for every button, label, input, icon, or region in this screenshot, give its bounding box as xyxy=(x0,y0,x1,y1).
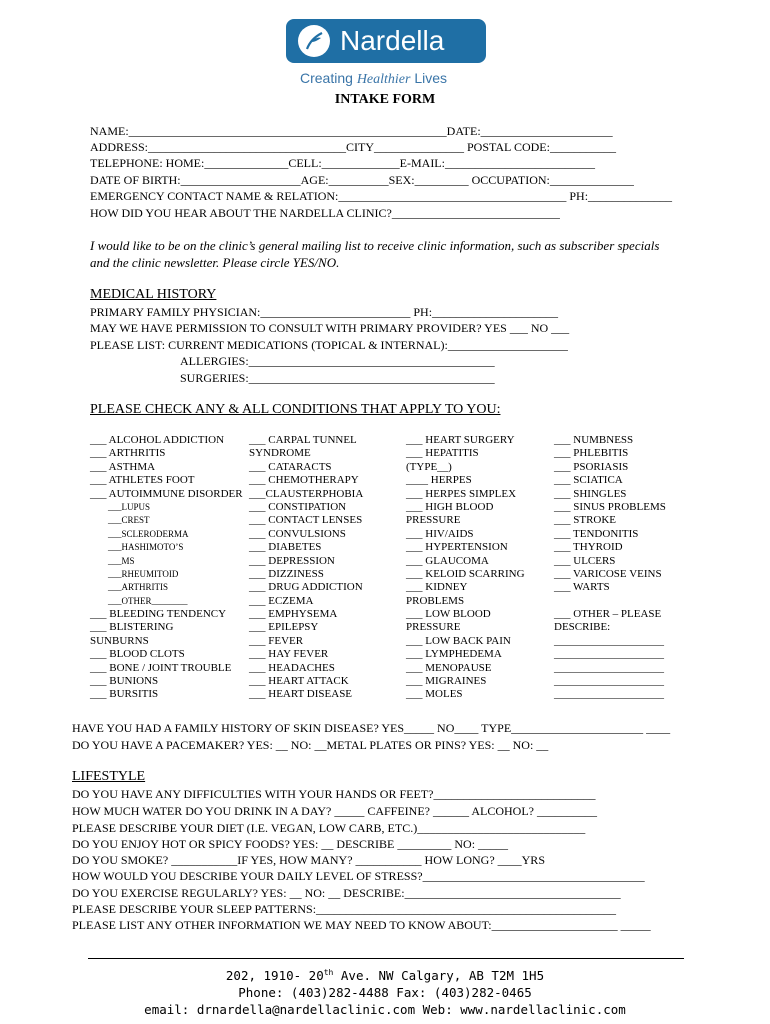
leaf-icon xyxy=(298,25,330,57)
condition-item: PRESSURE xyxy=(406,514,461,527)
condition-item[interactable]: ___ HIGH BLOOD xyxy=(406,500,494,513)
condition-item[interactable]: ___ DIABETES xyxy=(249,541,322,554)
condition-item[interactable]: ___ DIZZINESS xyxy=(249,567,324,580)
conditions-heading: PLEASE CHECK ANY & ALL CONDITIONS THAT APPLY TO YOU: xyxy=(90,402,501,417)
condition-item[interactable]: ___ VARICOSE VEINS xyxy=(554,567,662,580)
lifestyle-question[interactable]: DO YOU ENJOY HOT OR SPICY FOODS? YES: __ DESCRIBE _________ NO: _____ xyxy=(72,837,509,851)
footer-contact xyxy=(0,964,770,1018)
condition-item[interactable]: ___ BURSITIS xyxy=(90,688,159,701)
footer-phone: Phone: (403)282-4488 Fax: (403)282-0465 xyxy=(238,985,532,1001)
condition-item[interactable]: ___ CONSTIPATION xyxy=(249,500,347,513)
lifestyle-question[interactable]: DO YOU SMOKE? ___________IF YES, HOW MANY? ___________ HOW LONG? ____YRS xyxy=(72,853,545,867)
medications-field[interactable]: PLEASE LIST: CURRENT MEDICATIONS (TOPICAL & INTERNAL):____________________ xyxy=(90,338,568,352)
condition-item[interactable]: ___ SCIATICA xyxy=(554,474,623,487)
address-field[interactable]: ADDRESS:_________________________________CITY_______________ POSTAL CODE:___________ xyxy=(90,140,616,154)
condition-item[interactable]: ___ BONE / JOINT TROUBLE xyxy=(90,661,232,674)
condition-item[interactable]: ___ SINUS PROBLEMS xyxy=(554,500,666,513)
condition-item[interactable]: ___ HEADACHES xyxy=(249,661,335,674)
conditions-column-4 xyxy=(554,434,666,702)
physician-field[interactable]: PRIMARY FAMILY PHYSICIAN:_________________________ PH:_____________________ xyxy=(90,305,559,319)
condition-item[interactable]: ___ ATHLETES FOOT xyxy=(90,474,195,487)
condition-item[interactable]: ____________________ xyxy=(554,688,664,701)
clinic-logo xyxy=(286,19,486,63)
condition-item[interactable]: ___OTHER________ xyxy=(90,595,188,606)
lifestyle-question[interactable]: PLEASE DESCRIBE YOUR SLEEP PATTERNS:__________________________________________________ xyxy=(72,902,617,916)
lifestyle-question[interactable]: DO YOU HAVE ANY DIFFICULTIES WITH YOUR HANDS OR FEET?___________________________ xyxy=(72,787,596,801)
condition-item[interactable]: ___MS xyxy=(90,555,135,566)
condition-item[interactable]: ___ MIGRAINES xyxy=(406,675,487,688)
condition-item[interactable]: ___ DEPRESSION xyxy=(249,554,335,567)
footer-address: 202, 1910- 20th Ave. NW Calgary, AB T2M 1H5 xyxy=(225,968,545,984)
condition-item[interactable]: ___ HEPATITIS xyxy=(406,447,479,460)
condition-item[interactable]: ___ KIDNEY xyxy=(406,581,468,594)
form-title: INTAKE FORM xyxy=(334,92,436,107)
condition-item[interactable]: ___LUPUS xyxy=(90,501,151,512)
condition-item: SUNBURNS xyxy=(90,634,149,647)
condition-item[interactable]: ___ HEART SURGERY xyxy=(406,434,515,446)
condition-item[interactable]: ___ BUNIONS xyxy=(90,675,159,688)
footer-divider xyxy=(88,958,684,959)
name-date-field[interactable]: NAME:_____________________________________________________DATE:______________________ xyxy=(90,124,613,138)
condition-item[interactable]: ___SCLERODERMA xyxy=(90,528,189,539)
condition-item[interactable]: ___ HEART ATTACK xyxy=(249,675,349,688)
condition-item[interactable]: ___ TENDONITIS xyxy=(554,527,639,540)
condition-item[interactable]: ___ARTHRITIS xyxy=(90,582,168,593)
condition-item[interactable]: ___ DRUG ADDICTION xyxy=(249,581,363,594)
conditions-column-2 xyxy=(249,434,363,702)
condition-item[interactable]: ____________________ xyxy=(554,634,664,647)
condition-item[interactable]: ____________________ xyxy=(554,661,664,674)
condition-item[interactable]: ___ HAY FEVER xyxy=(249,648,329,661)
condition-item: PROBLEMS xyxy=(406,594,465,607)
condition-item[interactable]: ___ BLEEDING TENDENCY xyxy=(90,608,227,621)
tagline: Creating Healthier Lives xyxy=(300,70,448,87)
birth-age-field[interactable]: DATE OF BIRTH:____________________AGE:__________SEX:_________ OCCUPATION:______________ xyxy=(90,173,634,187)
condition-item[interactable]: ___ ASTHMA xyxy=(90,460,156,473)
condition-item[interactable]: ___ CARPAL TUNNEL xyxy=(249,434,357,446)
condition-item[interactable]: ___ THYROID xyxy=(554,541,623,554)
family-history-field[interactable]: HAVE YOU HAD A FAMILY HISTORY OF SKIN DISEASE? YES_____ NO____ TYPE______________________ ____ xyxy=(72,721,671,735)
conditions-column-1 xyxy=(90,434,243,702)
lifestyle-question[interactable]: HOW MUCH WATER DO YOU DRINK IN A DAY? _____ CAFFEINE? ______ ALCOHOL? __________ xyxy=(72,804,597,818)
condition-item[interactable]: ___ ARTHRITIS xyxy=(90,447,166,460)
condition-item[interactable]: ___ WARTS xyxy=(554,581,610,594)
condition-item[interactable]: ___ STROKE xyxy=(554,514,617,527)
condition-item[interactable]: ___ KELOID SCARRING xyxy=(406,567,525,580)
condition-item[interactable]: ___ EPILEPSY xyxy=(249,621,319,634)
condition-item[interactable]: ___ HIV/AIDS xyxy=(406,527,474,540)
condition-item: DESCRIBE: xyxy=(554,621,611,634)
condition-item[interactable]: ___ AUTOIMMUNE DISORDER xyxy=(90,487,243,500)
condition-item[interactable]: ____________________ xyxy=(554,648,664,661)
lifestyle-question[interactable]: PLEASE LIST ANY OTHER INFORMATION WE MAY NEED TO KNOW ABOUT:_____________________ _____ xyxy=(72,918,651,932)
mailing-list-note: I would like to be on the clinic’s general mailing list to receive clinic information, such as subscriber specials and the clinic newsletter. Please circle YES/NO. xyxy=(90,238,660,270)
condition-item[interactable]: ___ GLAUCOMA xyxy=(406,554,489,567)
condition-item[interactable]: ___ LOW BACK PAIN xyxy=(406,634,511,647)
condition-item[interactable]: ___ CONVULSIONS xyxy=(249,527,346,540)
condition-item[interactable]: ____________________ xyxy=(554,675,664,688)
condition-item[interactable]: ___ NUMBNESS xyxy=(554,434,634,446)
condition-item[interactable]: ___ BLISTERING xyxy=(90,621,174,634)
condition-item[interactable]: ___CLAUSTERPHOBIA xyxy=(249,487,364,500)
condition-item xyxy=(554,595,666,608)
allergies-field[interactable]: ALLERGIES:_________________________________________ xyxy=(180,354,495,368)
condition-item[interactable]: ___ LYMPHEDEMA xyxy=(406,648,502,661)
permission-field[interactable]: MAY WE HAVE PERMISSION TO CONSULT WITH PRIMARY PROVIDER? YES ___ NO ___ xyxy=(90,321,570,335)
footer-email: email: drnardella@nardellaclinic.com Web: www.nardellaclinic.com xyxy=(144,1002,626,1018)
condition-item[interactable]: (TYPE__) xyxy=(406,460,452,473)
condition-item[interactable]: ___RHEUMITOID xyxy=(90,568,179,579)
condition-item[interactable]: ___ PHLEBITIS xyxy=(554,447,629,460)
condition-item[interactable]: ___ LOW BLOOD xyxy=(406,608,491,621)
condition-item[interactable]: ___ ECZEMA xyxy=(249,594,314,607)
condition-item[interactable]: ___ HERPES SIMPLEX xyxy=(406,487,517,500)
condition-item[interactable]: ___ MOLES xyxy=(406,688,463,701)
referral-field[interactable]: HOW DID YOU HEAR ABOUT THE NARDELLA CLINIC?____________________________ xyxy=(90,206,560,220)
pacemaker-field[interactable]: DO YOU HAVE A PACEMAKER? YES: __ NO: __METAL PLATES OR PINS? YES: __ NO: __ xyxy=(72,738,549,752)
condition-item[interactable]: ___ CONTACT LENSES xyxy=(249,514,363,527)
conditions-column-3 xyxy=(406,434,525,702)
condition-item: PRESSURE xyxy=(406,621,461,634)
surgeries-field[interactable]: SURGERIES:_________________________________________ xyxy=(180,371,495,385)
condition-item[interactable]: ___ BLOOD CLOTS xyxy=(90,648,185,661)
condition-item[interactable]: ___CREST xyxy=(90,515,150,526)
condition-item[interactable]: ___ EMPHYSEMA xyxy=(249,608,338,621)
condition-item[interactable]: ___ CATARACTS xyxy=(249,460,332,473)
condition-item: SYNDROME xyxy=(249,447,311,460)
telephone-field[interactable]: TELEPHONE: HOME:______________CELL:_____________E-MAIL:_________________________ xyxy=(90,156,595,170)
condition-item[interactable]: ___ OTHER – PLEASE xyxy=(554,608,662,621)
lifestyle-question[interactable]: DO YOU EXERCISE REGULARLY? YES: __ NO: __ DESCRIBE:____________________________________ xyxy=(72,886,621,900)
condition-item[interactable]: ___ ULCERS xyxy=(554,554,616,567)
condition-item[interactable]: ___HASHIMOTO’S xyxy=(90,542,184,553)
condition-item[interactable]: ___ FEVER xyxy=(249,634,304,647)
condition-item[interactable]: ___ PSORIASIS xyxy=(554,460,629,473)
condition-item[interactable]: ___ MENOPAUSE xyxy=(406,661,492,674)
condition-item[interactable]: ___ HEART DISEASE xyxy=(249,688,353,701)
condition-item[interactable]: ___ ALCOHOL ADDICTION xyxy=(90,434,225,446)
condition-item[interactable]: ___ SHINGLES xyxy=(554,487,627,500)
lifestyle-question[interactable]: HOW WOULD YOU DESCRIBE YOUR DAILY LEVEL OF STRESS?_____________________________________ xyxy=(72,869,645,883)
medical-history-heading: MEDICAL HISTORY xyxy=(90,287,217,302)
emergency-contact-field[interactable]: EMERGENCY CONTACT NAME & RELATION:______________________________________ PH:______________ xyxy=(90,189,673,203)
lifestyle-question[interactable]: PLEASE DESCRIBE YOUR DIET (I.E. VEGAN, LOW CARB, ETC.)____________________________ xyxy=(72,821,586,835)
condition-item[interactable]: ___ HYPERTENSION xyxy=(406,541,508,554)
lifestyle-heading: LIFESTYLE xyxy=(72,769,146,784)
brand-name: Nardella xyxy=(340,25,445,56)
condition-item[interactable]: ____ HERPES xyxy=(406,474,472,487)
condition-item[interactable]: ___ CHEMOTHERAPY xyxy=(249,474,359,487)
